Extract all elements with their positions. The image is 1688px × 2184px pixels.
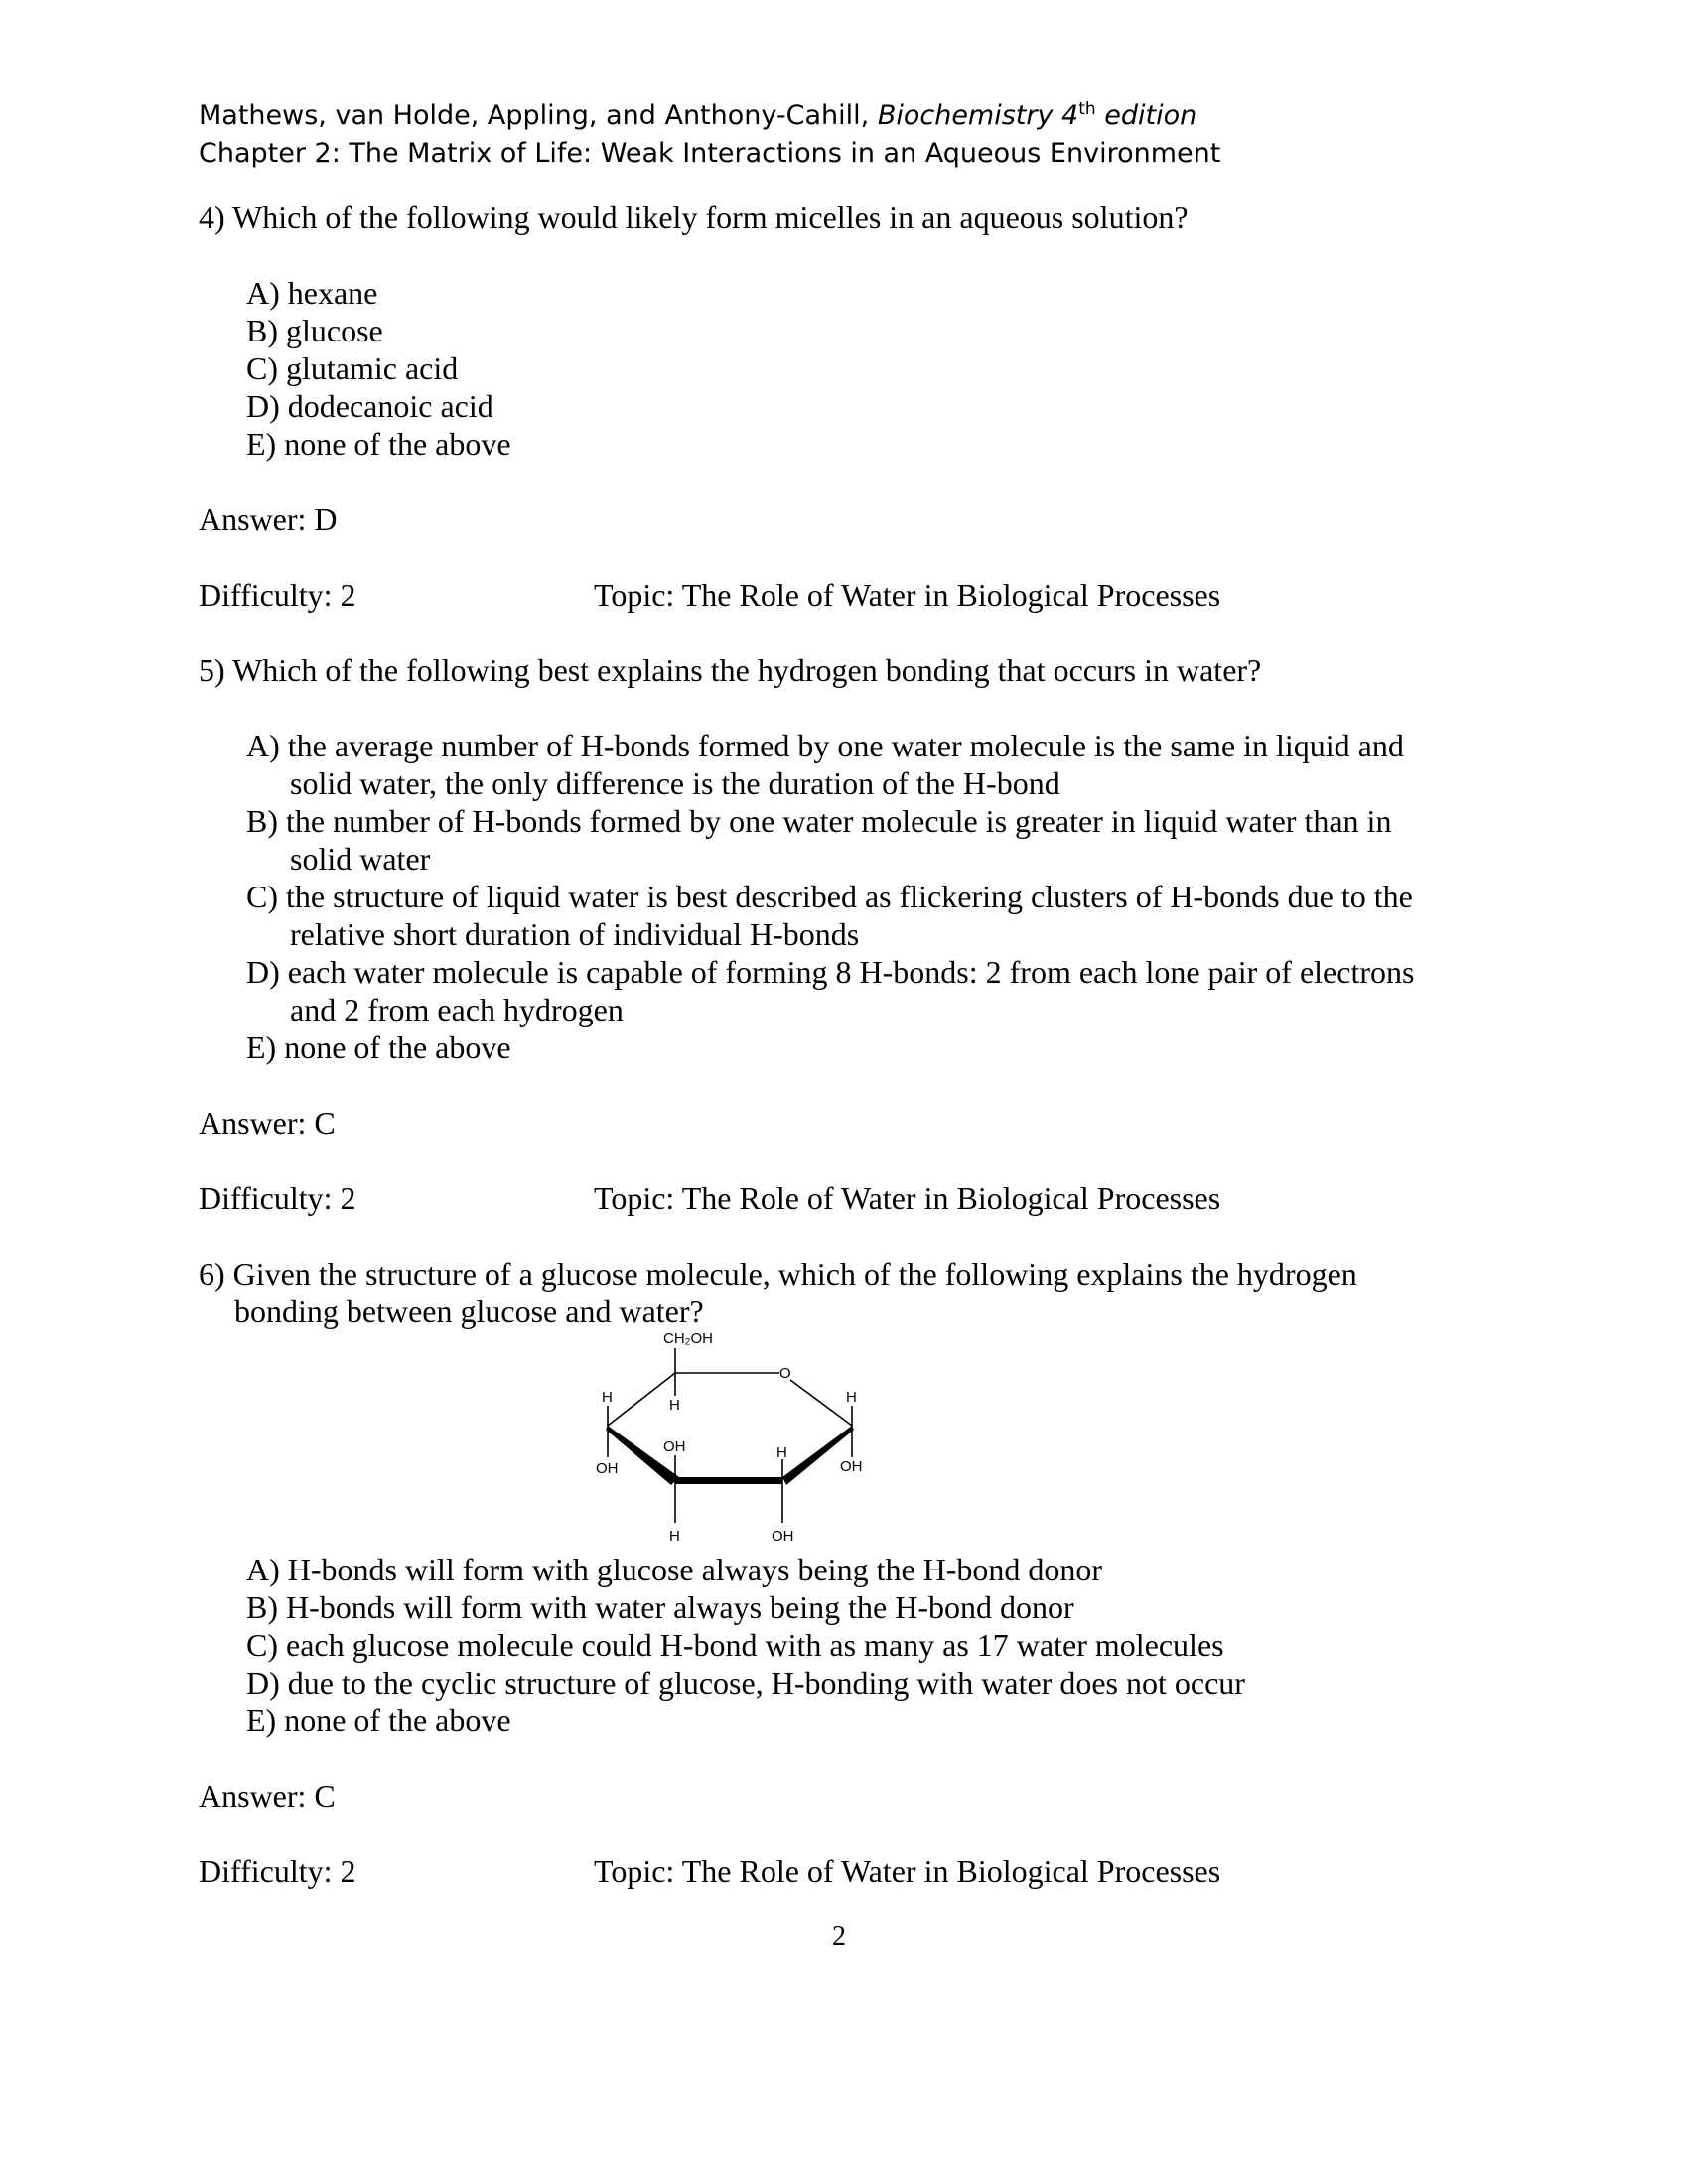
question-6-option-d: D) due to the cyclic structure of glucose, H-bonding with water does not occur xyxy=(246,1665,1245,1701)
question-5-option-e: E) none of the above xyxy=(246,1029,511,1065)
question-6-answer: Answer: C xyxy=(199,1778,336,1814)
question-5-answer: Answer: C xyxy=(199,1105,336,1141)
question-5-stem: 5) Which of the following best explains the hydrogen bonding that occurs in water? xyxy=(199,652,1262,688)
question-5-difficulty: Difficulty: 2 xyxy=(199,1180,356,1216)
question-5-topic: Topic: The Role of Water in Biological Processes xyxy=(594,1180,1221,1216)
question-6-stem: 6) Given the structure of a glucose molecule, which of the following explains the hydrogen xyxy=(199,1256,1357,1292)
label-ch2oh: CH₂OH xyxy=(663,1330,713,1347)
question-5-option-b: B) the number of H-bonds formed by one water molecule is greater in liquid water than in xyxy=(246,803,1392,839)
book-title: Biochemistry 4 xyxy=(877,100,1079,131)
question-4-option-d: D) dodecanoic acid xyxy=(246,388,493,424)
label-c2-oh: OH xyxy=(772,1528,794,1545)
question-4-option-e: E) none of the above xyxy=(246,426,511,462)
question-4-answer: Answer: D xyxy=(199,501,338,537)
question-5-option-d-cont: and 2 from each hydrogen xyxy=(290,992,624,1027)
question-6-topic: Topic: The Role of Water in Biological Processes xyxy=(594,1853,1221,1889)
question-5-option-d: D) each water molecule is capable of forming 8 H-bonds: 2 from each lone pair of electrons xyxy=(246,954,1415,990)
question-6-stem-cont: bonding between glucose and water? xyxy=(234,1294,704,1329)
question-5-option-c: C) the structure of liquid water is best described as flickering clusters of H-bonds due to the xyxy=(246,879,1413,914)
question-6-option-c: C) each glucose molecule could H-bond with as many as 17 water molecules xyxy=(246,1627,1224,1663)
edition-superscript: th xyxy=(1078,99,1096,119)
question-5-option-c-cont: relative short duration of individual H-bonds xyxy=(290,916,860,952)
question-6-option-a: A) H-bonds will form with glucose always being the H-bond donor xyxy=(246,1552,1103,1587)
header-chapter: Chapter 2: The Matrix of Life: Weak Interactions in an Aqueous Environment xyxy=(199,138,1221,169)
question-4-option-c: C) glutamic acid xyxy=(246,350,459,386)
question-4-stem: 4) Which of the following would likely form micelles in an aqueous solution? xyxy=(199,200,1189,235)
page-number: 2 xyxy=(832,1921,846,1952)
label-c5-h: H xyxy=(669,1397,680,1414)
label-c4-h: H xyxy=(602,1389,613,1406)
question-6-option-b: B) H-bonds will form with water always being the H-bond donor xyxy=(246,1589,1074,1625)
edition-word: edition xyxy=(1095,100,1197,131)
label-c1-h: H xyxy=(846,1389,857,1406)
glucose-structure-diagram xyxy=(576,1328,894,1553)
label-c3-oh: OH xyxy=(663,1438,686,1455)
question-4-topic: Topic: The Role of Water in Biological Processes xyxy=(594,577,1221,613)
question-5-option-a-cont: solid water, the only difference is the duration of the H-bond xyxy=(290,765,1060,801)
question-5-option-b-cont: solid water xyxy=(290,841,431,877)
question-4-option-b: B) glucose xyxy=(246,313,383,348)
label-ring-oxygen: O xyxy=(779,1365,791,1382)
label-c2-h: H xyxy=(776,1444,787,1461)
question-4-option-a: A) hexane xyxy=(246,275,378,311)
label-c4-oh: OH xyxy=(596,1460,619,1477)
question-5-option-a: A) the average number of H-bonds formed by one water molecule is the same in liquid and xyxy=(246,728,1404,763)
header-citation: Mathews, van Holde, Appling, and Anthony-Cahill, Biochemistry 4th edition xyxy=(199,99,1197,131)
label-c3-h: H xyxy=(669,1528,680,1545)
question-6-option-e: E) none of the above xyxy=(246,1703,511,1738)
question-4-difficulty: Difficulty: 2 xyxy=(199,577,356,613)
question-6-difficulty: Difficulty: 2 xyxy=(199,1853,356,1889)
label-c1-oh: OH xyxy=(840,1458,863,1475)
